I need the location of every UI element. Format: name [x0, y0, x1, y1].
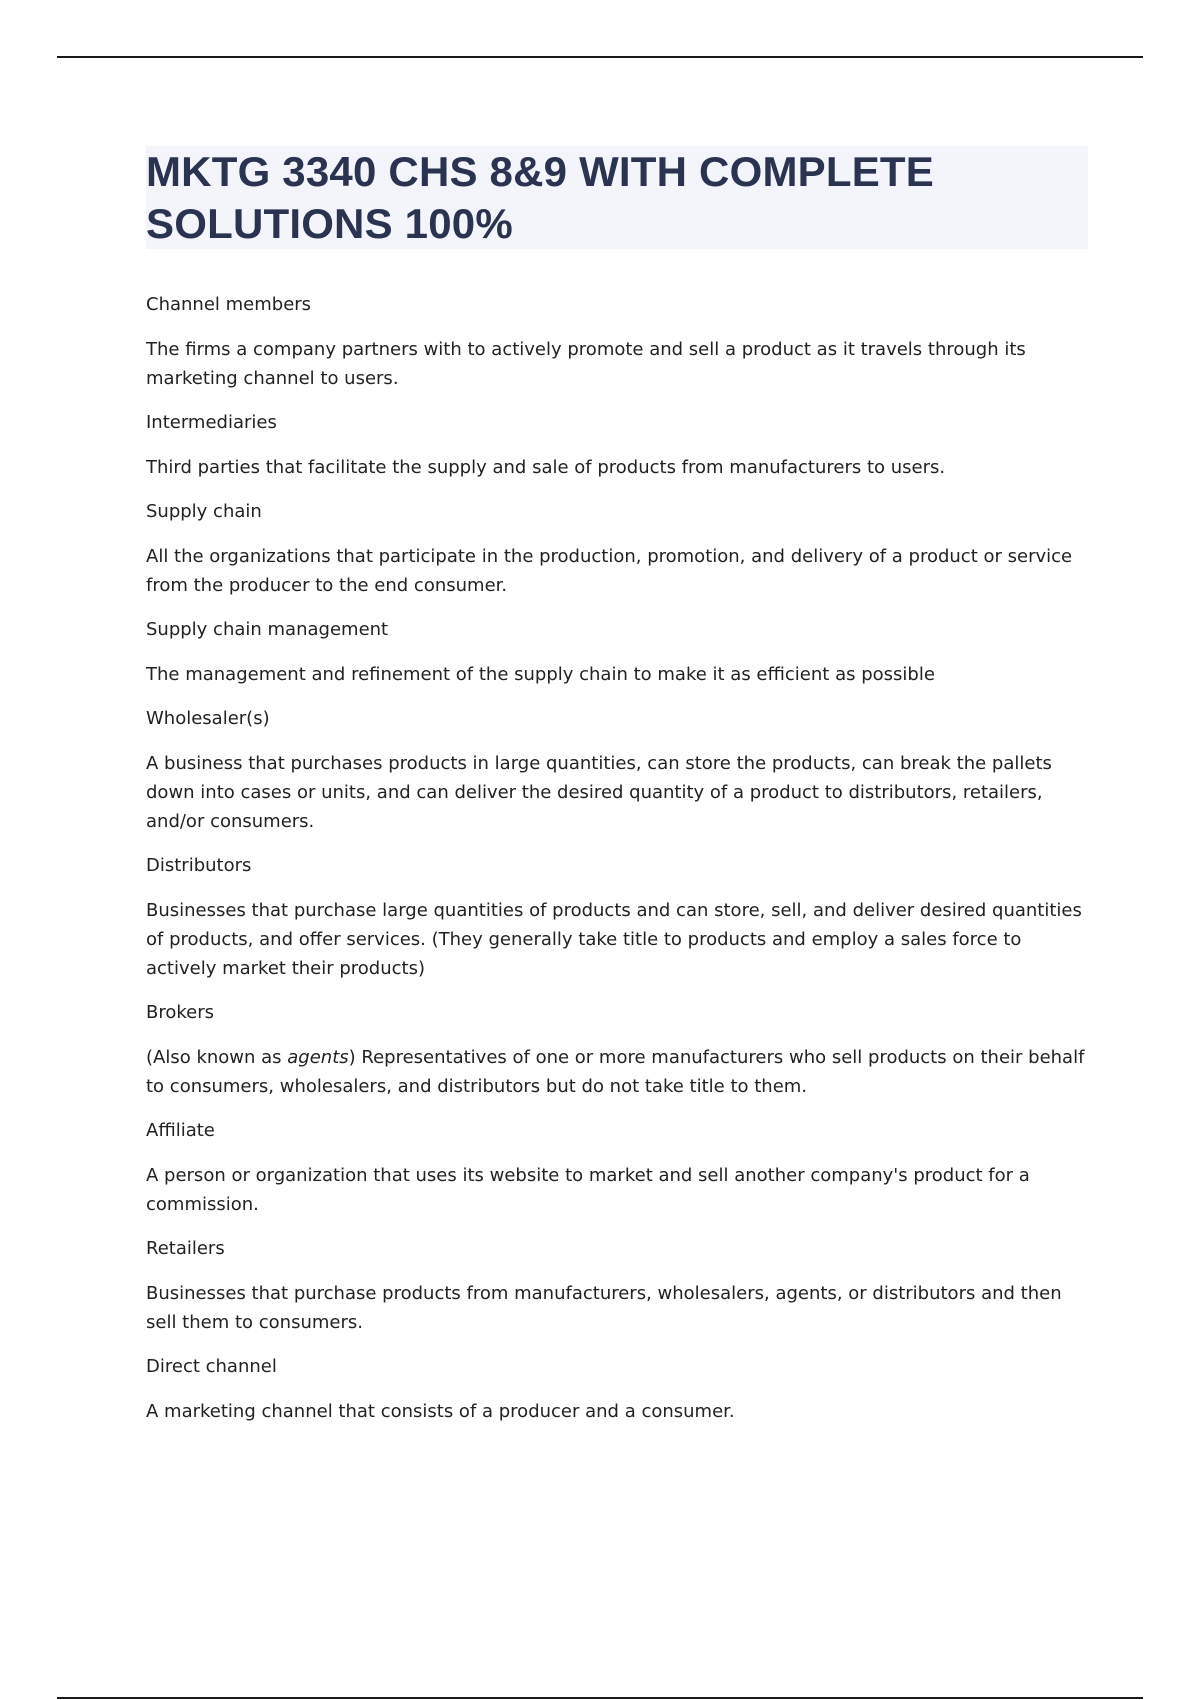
card-term: Brokers: [146, 1002, 215, 1023]
document-title: MKTG 3340 CHS 8&9 WITH COMPLETE SOLUTIONS 100%: [146, 148, 934, 247]
card-definition: [146, 1043, 1096, 1101]
title-banner: [146, 146, 1088, 249]
card-term: Supply chain management: [146, 619, 389, 640]
card-definition: A marketing channel that consists of a producer and a consumer.: [146, 1401, 735, 1422]
card-definition: The firms a company partners with to actively promote and sell a product as it travels through its marketing channel to users.: [146, 339, 1026, 389]
card-term: Wholesaler(s): [146, 708, 270, 729]
card-term: Channel members: [146, 294, 312, 315]
definition-emphasis: agents: [287, 1047, 349, 1068]
definition-suffix: ) Representatives of one or more manufacturers who sell products on their behalf to consumers, wholesalers, and distributors but do not take title to them.: [146, 1047, 1085, 1097]
card-term: Distributors: [146, 855, 252, 876]
definition-prefix: (Also known as: [146, 1047, 288, 1068]
card-term: Supply chain: [146, 501, 262, 522]
top-divider: [57, 56, 1143, 58]
card-term: Retailers: [146, 1238, 225, 1259]
card-definition: The management and refinement of the supply chain to make it as efficient as possible: [146, 664, 935, 685]
card-term: Affiliate: [146, 1120, 215, 1141]
card-definition: Businesses that purchase large quantities of products and can store, sell, and deliver desired quantities of products, and offer services. (They generally take title to products and employ a sales force to actively market their products): [146, 900, 1082, 979]
card-definition: All the organizations that participate in the production, promotion, and delivery of a product or service from the producer to the end consumer.: [146, 546, 1073, 596]
card-term: Direct channel: [146, 1356, 277, 1377]
card-term: Intermediaries: [146, 412, 277, 433]
card-definition: Third parties that facilitate the supply and sale of products from manufacturers to users.: [146, 457, 946, 478]
bottom-divider: [57, 1697, 1143, 1699]
card-definition: Businesses that purchase products from manufacturers, wholesalers, agents, or distributors and then sell them to consumers.: [146, 1283, 1062, 1333]
flashcard-list: [146, 290, 1096, 1441]
card-definition: A business that purchases products in large quantities, can store the products, can break the pallets down into cases or units, and can deliver the desired quantity of a product to distributors, retailers, and/or consumers.: [146, 753, 1052, 832]
card-definition: A person or organization that uses its website to market and sell another company's product for a commission.: [146, 1165, 1030, 1215]
